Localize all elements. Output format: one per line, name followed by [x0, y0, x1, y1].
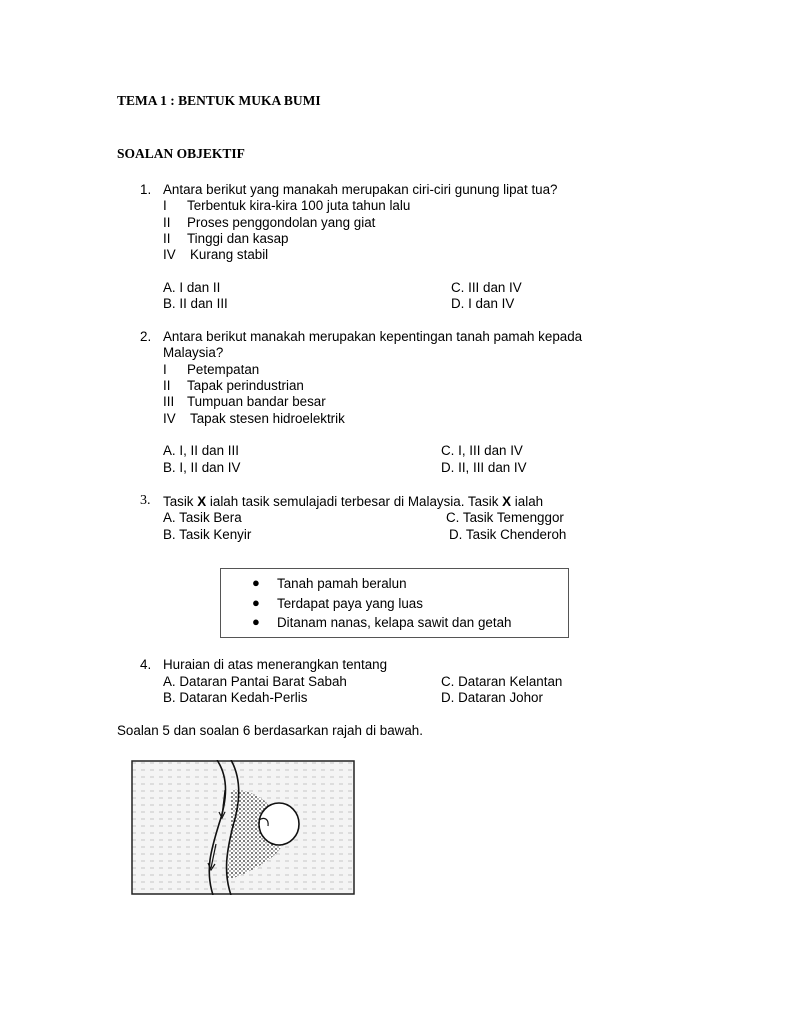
option-a: A. Tasik Bera [163, 510, 242, 525]
bullet-icon: ● [252, 595, 260, 610]
option-d: D. Dataran Johor [441, 690, 543, 705]
oxbow-lake [259, 803, 299, 845]
question-text: Tasik X ialah tasik semulajadi terbesar di Malaysia. Tasik X ialah [163, 494, 544, 509]
statement-text: Tumpuan bandar besar [187, 394, 326, 409]
statement-text: Tapak stesen hidroelektrik [190, 411, 345, 426]
statement-roman: II [163, 215, 171, 230]
river-diagram-figure [131, 760, 355, 895]
question-number: 1. [140, 182, 152, 197]
question-number: 2. [140, 329, 152, 344]
question-number: 4. [140, 657, 152, 672]
option-c: C. I, III dan IV [441, 443, 523, 458]
option-c: C. Dataran Kelantan [441, 674, 563, 689]
statement-text: Petempatan [187, 362, 260, 377]
option-c: C. Tasik Temenggor [446, 510, 564, 525]
statement-roman: II [163, 231, 171, 246]
bullet-icon: ● [252, 575, 260, 590]
question-text-cont: Malaysia? [163, 345, 224, 360]
statement-roman: II [163, 378, 171, 393]
instruction-text: Soalan 5 dan soalan 6 berdasarkan rajah di bawah. [117, 723, 423, 738]
description-box [220, 568, 569, 638]
lake-x-label: X [197, 494, 207, 509]
statement-roman: IV [163, 247, 176, 262]
option-a: A. I, II dan III [163, 443, 239, 458]
statement-text: Tinggi dan kasap [187, 231, 289, 246]
statement-roman: IV [163, 411, 176, 426]
section-heading: SOALAN OBJEKTIF [117, 146, 245, 161]
question-text: Huraian di atas menerangkan tentang [163, 657, 388, 672]
page-title: TEMA 1 : BENTUK MUKA BUMI [117, 93, 321, 108]
statement-text: Terbentuk kira-kira 100 juta tahun lalu [187, 198, 411, 213]
lake-x-label: X [502, 494, 512, 509]
option-b: B. Tasik Kenyir [163, 527, 252, 542]
statement-roman: I [163, 362, 167, 377]
question-number: 3. [140, 493, 151, 508]
statement-text: Tapak perindustrian [187, 378, 304, 393]
statement-text: Kurang stabil [190, 247, 269, 262]
option-c: C. III dan IV [451, 280, 522, 295]
statement-text: Proses penggondolan yang giat [187, 215, 376, 230]
option-a: A. I dan II [163, 280, 221, 295]
bullet-text: Tanah pamah beralun [277, 576, 407, 591]
question-text: Antara berikut yang manakah merupakan ciri-ciri gunung lipat tua? [163, 182, 558, 197]
statement-roman: III [163, 394, 175, 409]
option-d: D. I dan IV [451, 296, 515, 311]
option-b: B. I, II dan IV [163, 460, 241, 475]
statement-roman: I [163, 198, 167, 213]
option-b: B. II dan III [163, 296, 228, 311]
question-text: Antara berikut manakah merupakan kepentingan tanah pamah kepada [163, 329, 583, 344]
option-d: D. II, III dan IV [441, 460, 527, 475]
option-d: D. Tasik Chenderoh [449, 527, 567, 542]
option-b: B. Dataran Kedah-Perlis [163, 690, 308, 705]
bullet-icon: ● [252, 614, 260, 629]
option-a: A. Dataran Pantai Barat Sabah [163, 674, 347, 689]
bullet-text: Ditanam nanas, kelapa sawit dan getah [277, 615, 512, 630]
bullet-text: Terdapat paya yang luas [277, 596, 423, 611]
